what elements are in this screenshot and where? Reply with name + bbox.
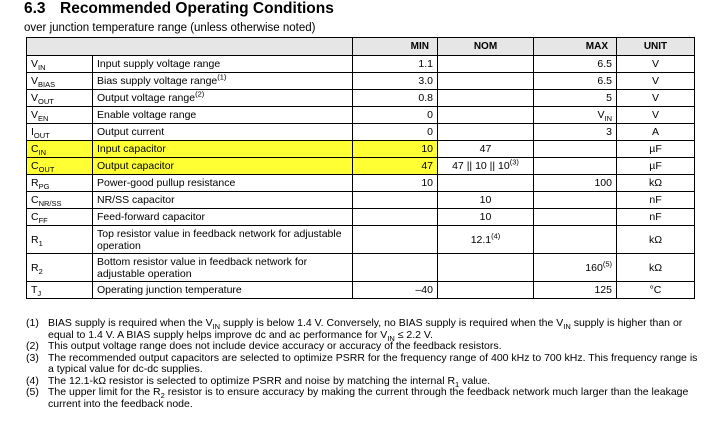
symbol-letter: V	[31, 75, 39, 87]
symbol-letter: C	[31, 211, 39, 223]
max-value	[534, 209, 617, 226]
max-text: 100	[594, 177, 612, 189]
table-row	[27, 107, 695, 124]
description-text: Feed-forward capacitor	[97, 211, 205, 223]
parameter-description	[93, 56, 353, 73]
description-text: Top resistor value in feedback network for adjustable operation	[97, 227, 342, 252]
footnote-text	[48, 387, 698, 410]
section-title: Recommended Operating Conditions	[60, 0, 334, 17]
footnote-number: (3)	[26, 351, 39, 364]
unit-value: V	[617, 107, 695, 124]
operating-conditions-table	[26, 37, 695, 299]
max-value	[534, 73, 617, 90]
parameter-symbol	[27, 175, 93, 192]
max-value	[534, 192, 617, 209]
description-text: NR/SS capacitor	[97, 194, 175, 206]
footnote-subscript: IN	[563, 322, 571, 332]
table-subtitle: over junction temperature range (unless otherwise noted)	[24, 22, 316, 34]
max-text: 5	[606, 92, 612, 104]
symbol-letter: V	[31, 109, 39, 121]
unit-value: nF	[617, 209, 695, 226]
min-value: 0.8	[353, 90, 438, 107]
footnote-number: (5)	[26, 386, 39, 398]
footnote-text-part: The recommended output capacitors are selected to optimize PSRR for the frequency range of 400 kHz to 700 kHz. This frequency range is a typical value for dc-dc supplies.	[48, 351, 698, 375]
footnotes	[26, 318, 698, 410]
description-text: Power-good pullup resistance	[97, 177, 236, 189]
footnote-ref: (4)	[491, 231, 501, 240]
table-row	[27, 209, 695, 226]
max-value	[534, 56, 617, 73]
description-text: Input capacitor	[97, 143, 166, 155]
parameter-description	[93, 226, 353, 254]
unit-value: µF	[617, 158, 695, 175]
section-number: 6.3	[24, 0, 46, 17]
nom-text: 10	[479, 211, 492, 223]
footnote	[26, 318, 698, 341]
unit-value: kΩ	[617, 254, 695, 282]
footnote-text-part: The 12.1-kΩ resistor is selected to optimize PSRR and noise by matching the internal R	[48, 374, 456, 387]
footnote-text	[48, 353, 698, 376]
footnote-number: (4)	[26, 374, 39, 387]
min-value: 0	[353, 107, 438, 124]
symbol-subscript: OUT	[38, 165, 55, 175]
nom-value	[438, 209, 534, 226]
parameter-symbol	[27, 141, 93, 158]
nom-value	[438, 282, 534, 299]
footnote-number: (2)	[26, 340, 39, 352]
footnote-ref: (1)	[217, 72, 227, 82]
nom-value	[438, 56, 534, 73]
symbol-subscript: OUT	[33, 131, 50, 141]
description-text: Operating junction temperature	[97, 284, 242, 296]
table-row	[27, 90, 695, 107]
nom-value	[438, 73, 534, 90]
symbol-subscript: IN	[38, 148, 47, 158]
unit-value: A	[617, 124, 695, 141]
symbol-subscript: NR/SS	[38, 199, 62, 209]
parameter-description	[93, 209, 353, 226]
nom-value	[438, 141, 534, 158]
parameter-symbol	[27, 282, 93, 299]
min-value: –40	[353, 282, 438, 299]
nom-value	[438, 192, 534, 209]
max-text: 125	[594, 284, 612, 296]
footnote-text-part: This output voltage range does not include device accuracy or accuracy of the feedback resistors.	[48, 340, 502, 352]
header-max: MAX	[534, 38, 617, 56]
header-min: MIN	[353, 38, 438, 56]
parameter-symbol	[27, 209, 93, 226]
symbol-letter: C	[31, 194, 39, 206]
parameter-description	[93, 282, 353, 299]
footnote-subscript: IN	[212, 322, 221, 332]
footnote-number: (1)	[26, 317, 39, 329]
symbol-letter: R	[31, 261, 39, 274]
symbol-letter: I	[31, 126, 34, 138]
symbol-letter: R	[31, 233, 39, 246]
max-value	[534, 158, 617, 175]
nom-value	[438, 107, 534, 124]
footnote-ref: (3)	[509, 157, 519, 167]
symbol-subscript: IN	[38, 63, 46, 73]
max-value	[534, 90, 617, 107]
unit-value: V	[617, 56, 695, 73]
table-row	[27, 175, 695, 192]
footnote-text-part: resistor is to ensure accuracy by making the current through the feedback network much larger than the leakage current into the feedback node.	[48, 386, 689, 410]
parameter-symbol	[27, 226, 93, 254]
footnote-text-part: value.	[459, 374, 491, 387]
table-body	[27, 56, 695, 299]
table-row	[27, 158, 695, 175]
symbol-subscript: BIAS	[38, 80, 56, 90]
nom-value	[438, 90, 534, 107]
unit-value: kΩ	[617, 226, 695, 254]
nom-value	[438, 254, 534, 282]
symbol-letter: V	[31, 92, 39, 104]
parameter-description	[93, 175, 353, 192]
max-text: 3	[606, 126, 612, 138]
parameter-symbol	[27, 107, 93, 124]
nom-text: 12.1	[470, 233, 492, 246]
min-value	[353, 254, 438, 282]
nom-value	[438, 226, 534, 254]
parameter-description	[93, 254, 353, 282]
table-row	[27, 73, 695, 90]
unit-value: V	[617, 90, 695, 107]
footnote-subscript: 2	[160, 391, 165, 401]
header-blank	[27, 38, 353, 56]
parameter-description	[93, 90, 353, 107]
symbol-letter: T	[31, 284, 38, 296]
nom-text: 10	[479, 194, 492, 206]
parameter-symbol	[27, 73, 93, 90]
max-text: 6.5	[597, 75, 612, 87]
description-text: Bias supply voltage range	[97, 75, 218, 87]
nom-value	[438, 175, 534, 192]
parameter-symbol	[27, 90, 93, 107]
footnote-ref: (2)	[195, 89, 205, 99]
symbol-subscript: J	[37, 289, 42, 299]
footnote-text	[48, 318, 698, 341]
symbol-subscript: OUT	[38, 97, 54, 107]
max-value	[534, 282, 617, 299]
min-value: 0	[353, 124, 438, 141]
table-row	[27, 192, 695, 209]
footnote-text-part: BIAS supply is required when the V	[48, 317, 213, 329]
symbol-subscript: 1	[38, 238, 43, 248]
footnote	[26, 387, 698, 410]
max-subscript: IN	[604, 114, 612, 124]
unit-value: µF	[617, 141, 695, 158]
description-text: Enable voltage range	[97, 109, 197, 121]
parameter-description	[93, 73, 353, 90]
symbol-letter: V	[31, 58, 39, 70]
symbol-subscript: 2	[38, 266, 43, 276]
min-value: 10	[353, 141, 438, 158]
footnote-subscript: 1	[455, 379, 460, 389]
footnote-text-part: ≤ 2.2 V.	[394, 328, 433, 341]
parameter-symbol	[27, 192, 93, 209]
max-value	[534, 254, 617, 282]
max-value	[534, 124, 617, 141]
parameter-symbol	[27, 124, 93, 141]
max-value	[534, 175, 617, 192]
description-text: Output voltage range	[97, 92, 196, 104]
description-text: Output current	[97, 126, 165, 138]
symbol-letter: C	[31, 160, 39, 172]
footnote-text-part: supply is higher than or equal to 1.4 V. A BIAS supply helps improve dc and ac performance for V	[48, 317, 683, 341]
footnote	[26, 353, 698, 376]
max-text: 6.5	[597, 58, 612, 70]
table-row	[27, 282, 695, 299]
table-row	[27, 254, 695, 282]
min-value: 10	[353, 175, 438, 192]
footnote-text-part: The upper limit for the R	[48, 386, 161, 398]
description-text: Bottom resistor value in feedback network for adjustable operation	[97, 255, 308, 280]
min-value	[353, 226, 438, 254]
max-value	[534, 107, 617, 124]
footnote-ref: (5)	[602, 259, 612, 268]
footnote-text-part: supply is below 1.4 V. Conversely, no BIAS supply is required when the V	[220, 317, 564, 329]
symbol-subscript: PG	[38, 182, 50, 192]
min-value: 1.1	[353, 56, 438, 73]
min-value	[353, 209, 438, 226]
symbol-subscript: FF	[38, 216, 48, 226]
table-row	[27, 56, 695, 73]
parameter-symbol	[27, 254, 93, 282]
min-value: 3.0	[353, 73, 438, 90]
table-row	[27, 141, 695, 158]
parameter-description	[93, 192, 353, 209]
parameter-description	[93, 158, 353, 175]
parameter-symbol	[27, 158, 93, 175]
unit-value: V	[617, 73, 695, 90]
table-header-row	[27, 38, 695, 56]
header-nom: NOM	[438, 38, 534, 56]
description-text: Input supply voltage range	[97, 58, 221, 70]
symbol-letter: C	[31, 143, 39, 155]
parameter-description	[93, 107, 353, 124]
max-text: V	[597, 109, 605, 121]
section-heading	[24, 0, 334, 18]
symbol-subscript: EN	[38, 114, 49, 124]
footnote-subscript: IN	[387, 333, 395, 343]
max-value	[534, 226, 617, 254]
table-row	[27, 226, 695, 254]
min-value: 47	[353, 158, 438, 175]
max-value	[534, 141, 617, 158]
max-text: 160	[585, 261, 603, 274]
parameter-symbol	[27, 56, 93, 73]
table-row	[27, 124, 695, 141]
parameter-description	[93, 141, 353, 158]
parameter-description	[93, 124, 353, 141]
nom-text: 47 || 10 || 10	[452, 160, 510, 172]
unit-value: kΩ	[617, 175, 695, 192]
nom-value	[438, 124, 534, 141]
unit-value: nF	[617, 192, 695, 209]
unit-value: °C	[617, 282, 695, 299]
description-text: Output capacitor	[97, 160, 175, 172]
nom-text: 47	[479, 143, 492, 155]
min-value	[353, 192, 438, 209]
symbol-letter: R	[31, 177, 39, 189]
header-unit: UNIT	[617, 38, 695, 56]
nom-value	[438, 158, 534, 175]
